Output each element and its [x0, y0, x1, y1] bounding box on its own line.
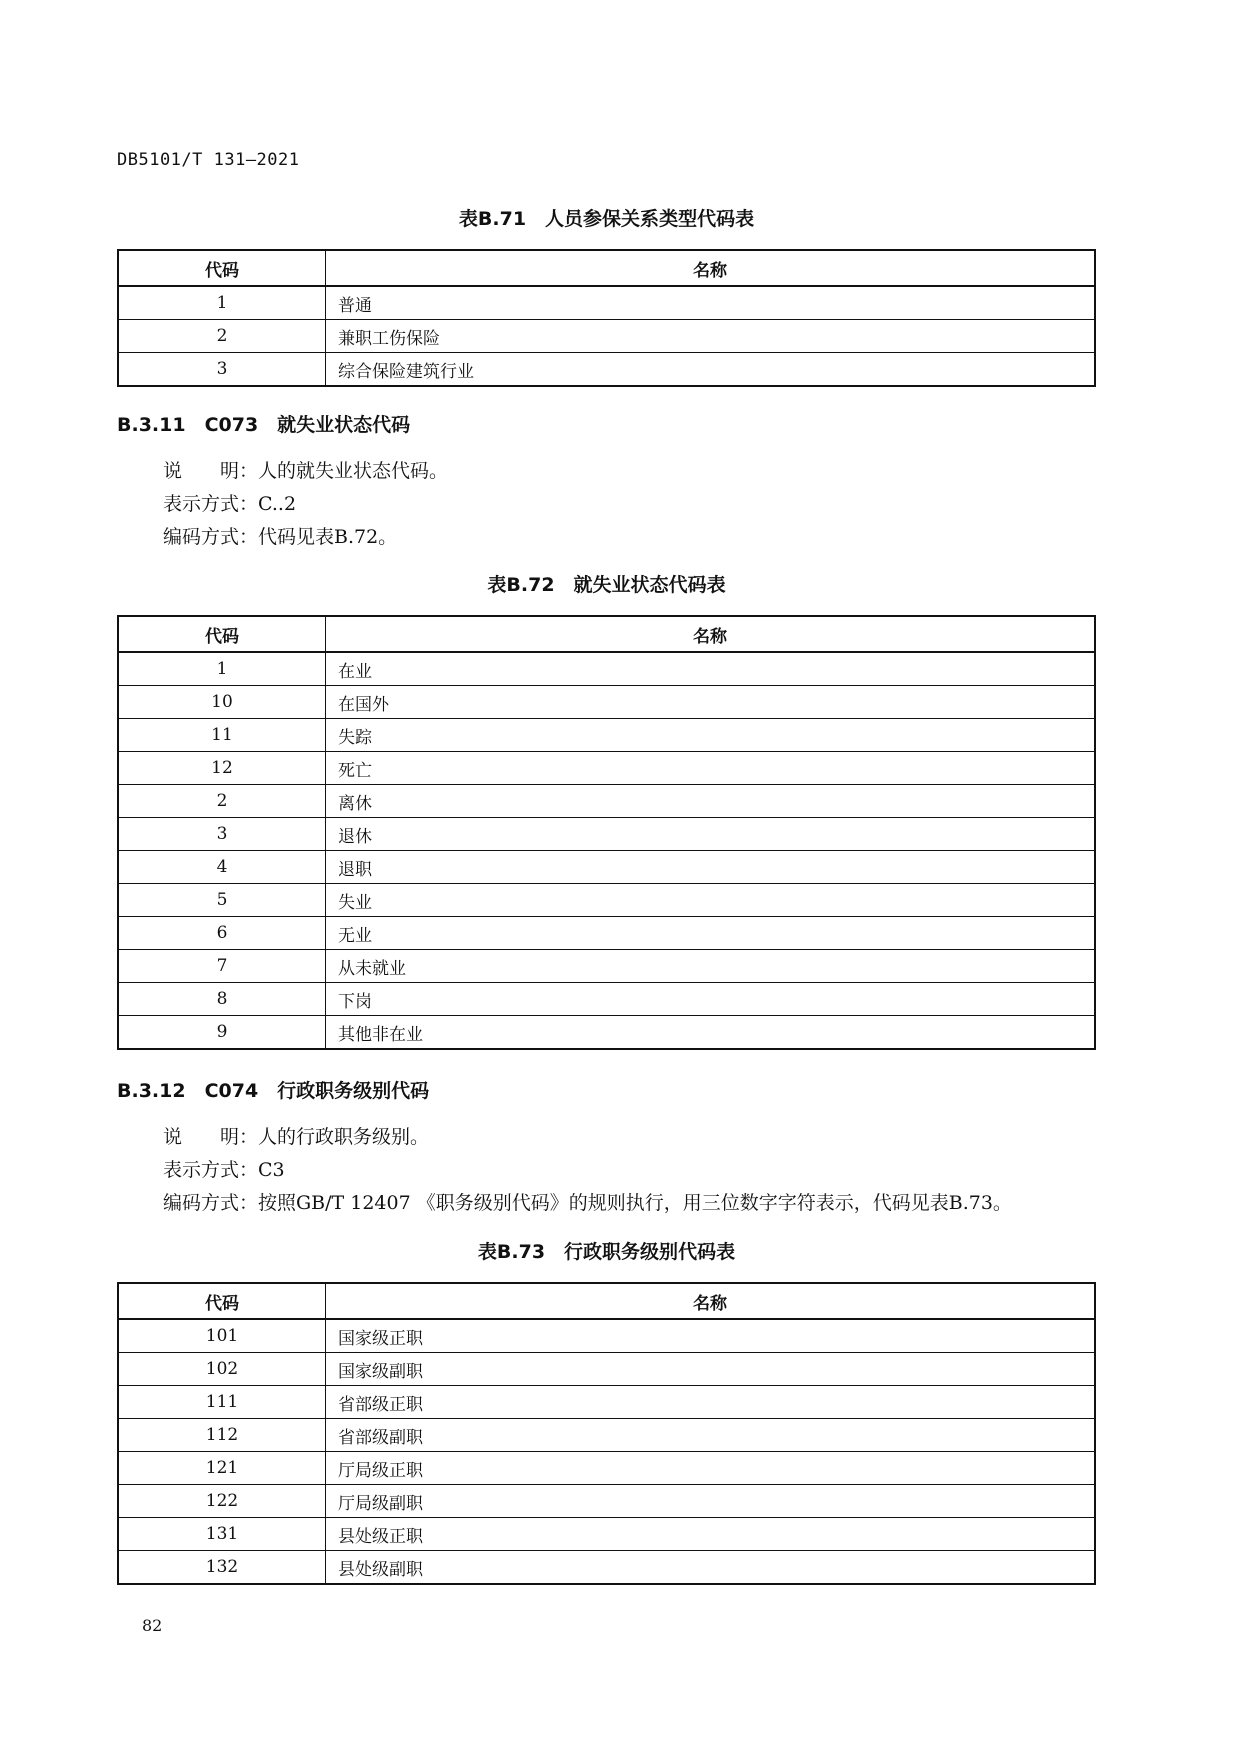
name-cell: 普通 — [326, 286, 1096, 320]
name-cell: 县处级副职 — [326, 1551, 1096, 1585]
name-column-header: 名称 — [326, 616, 1096, 652]
name-cell: 其他非在业 — [326, 1016, 1096, 1050]
table-row — [118, 983, 1095, 1016]
table-row — [118, 320, 1095, 353]
section-b312-heading: B.3.12 C074 行政职务级别代码 — [117, 1080, 430, 1102]
table-row — [118, 1485, 1095, 1518]
table-row — [118, 652, 1095, 686]
table-row — [118, 1518, 1095, 1551]
table-row — [118, 353, 1095, 387]
table-row — [118, 752, 1095, 785]
document-id: DB5101/T 131—2021 — [117, 150, 300, 170]
code-cell: 2 — [118, 320, 326, 353]
code-cell: 122 — [118, 1485, 326, 1518]
code-cell: 132 — [118, 1551, 326, 1585]
code-cell: 1 — [118, 652, 326, 686]
name-cell: 离休 — [326, 785, 1096, 818]
name-cell: 兼职工伤保险 — [326, 320, 1096, 353]
name-cell: 死亡 — [326, 752, 1096, 785]
section-b312-representation: 表示方式：C3 — [163, 1159, 285, 1181]
code-column-header: 代码 — [118, 1283, 326, 1319]
code-cell: 7 — [118, 950, 326, 983]
table-row — [118, 785, 1095, 818]
table-row — [118, 1353, 1095, 1386]
table-b71 — [117, 249, 1096, 387]
section-b311-description: 说 明：人的就失业状态代码。 — [163, 460, 449, 482]
name-cell: 省部级正职 — [326, 1386, 1096, 1419]
table-row — [118, 950, 1095, 983]
code-cell: 112 — [118, 1419, 326, 1452]
table-row — [118, 1419, 1095, 1452]
name-column-header: 名称 — [326, 1283, 1096, 1319]
section-b311-heading: B.3.11 C073 就失业状态代码 — [117, 414, 411, 436]
code-cell: 3 — [118, 353, 326, 387]
table-row — [118, 1452, 1095, 1485]
name-cell: 下岗 — [326, 983, 1096, 1016]
code-cell: 101 — [118, 1319, 326, 1353]
name-cell: 省部级副职 — [326, 1419, 1096, 1452]
page-number: 82 — [142, 1616, 163, 1635]
name-cell: 厅局级正职 — [326, 1452, 1096, 1485]
name-cell: 县处级正职 — [326, 1518, 1096, 1551]
name-cell: 退休 — [326, 818, 1096, 851]
table-row — [118, 917, 1095, 950]
name-cell: 在国外 — [326, 686, 1096, 719]
name-cell: 在业 — [326, 652, 1096, 686]
table-b73-caption: 表B.73 行政职务级别代码表 — [477, 1241, 736, 1263]
table-row — [118, 1319, 1095, 1353]
code-column-header: 代码 — [118, 616, 326, 652]
code-cell: 3 — [118, 818, 326, 851]
code-cell: 12 — [118, 752, 326, 785]
name-cell: 失业 — [326, 884, 1096, 917]
table-row — [118, 851, 1095, 884]
table-row — [118, 1016, 1095, 1050]
code-cell: 121 — [118, 1452, 326, 1485]
code-cell: 1 — [118, 286, 326, 320]
code-cell: 5 — [118, 884, 326, 917]
name-cell: 综合保险建筑行业 — [326, 353, 1096, 387]
section-b311-coding: 编码方式：代码见表B.72。 — [163, 526, 398, 548]
code-cell: 6 — [118, 917, 326, 950]
code-cell: 4 — [118, 851, 326, 884]
name-cell: 国家级正职 — [326, 1319, 1096, 1353]
name-cell: 国家级副职 — [326, 1353, 1096, 1386]
code-cell: 2 — [118, 785, 326, 818]
table-row — [118, 719, 1095, 752]
table-row — [118, 884, 1095, 917]
table-row — [118, 686, 1095, 719]
name-column-header: 名称 — [326, 250, 1096, 286]
section-b312-coding: 编码方式：按照GB/T 12407 《职务级别代码》的规则执行，用三位数字字符表示，代码见表B.73。 — [163, 1192, 1012, 1214]
code-column-header: 代码 — [118, 250, 326, 286]
table-b72 — [117, 615, 1096, 1050]
name-cell: 从未就业 — [326, 950, 1096, 983]
code-cell: 102 — [118, 1353, 326, 1386]
code-cell: 10 — [118, 686, 326, 719]
table-b71-caption: 表B.71 人员参保关系类型代码表 — [458, 208, 755, 230]
table-row — [118, 818, 1095, 851]
code-cell: 11 — [118, 719, 326, 752]
table-row — [118, 1551, 1095, 1585]
table-b72-caption: 表B.72 就失业状态代码表 — [487, 574, 726, 596]
name-cell: 失踪 — [326, 719, 1096, 752]
code-cell: 131 — [118, 1518, 326, 1551]
name-cell: 无业 — [326, 917, 1096, 950]
table-row — [118, 286, 1095, 320]
section-b311-representation: 表示方式：C..2 — [163, 493, 297, 515]
table-b73 — [117, 1282, 1096, 1585]
table-row — [118, 1386, 1095, 1419]
section-b312-description: 说 明：人的行政职务级别。 — [163, 1126, 430, 1148]
name-cell: 退职 — [326, 851, 1096, 884]
name-cell: 厅局级副职 — [326, 1485, 1096, 1518]
code-cell: 111 — [118, 1386, 326, 1419]
code-cell: 8 — [118, 983, 326, 1016]
code-cell: 9 — [118, 1016, 326, 1050]
